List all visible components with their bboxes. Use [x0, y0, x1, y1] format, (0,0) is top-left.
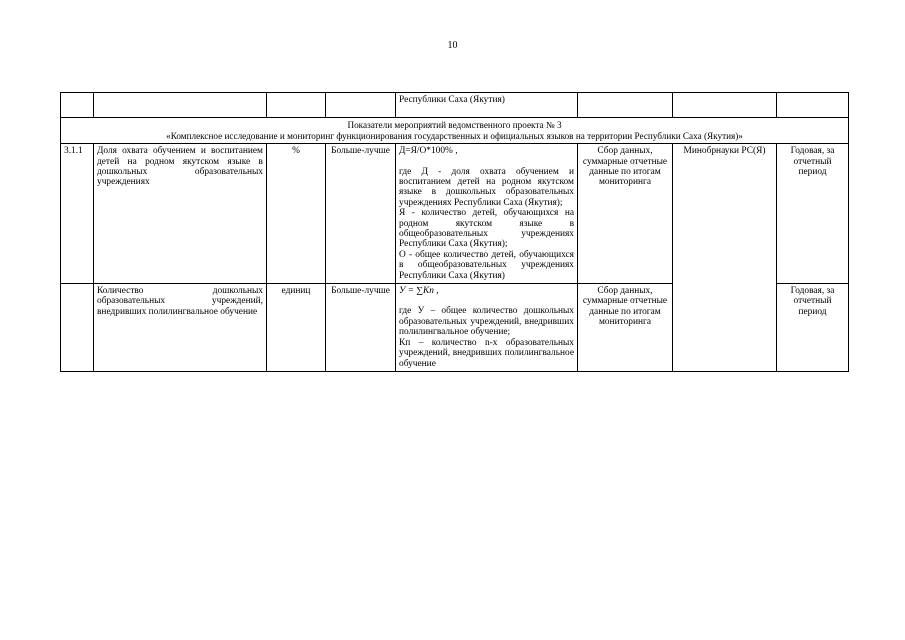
cell-empty	[61, 93, 94, 118]
row-number	[61, 284, 94, 372]
cell-empty	[578, 93, 673, 118]
unit: единиц	[267, 284, 326, 372]
unit: %	[267, 144, 326, 284]
cell-empty	[777, 93, 849, 118]
formula-description: О - общее количество детей, обучающихся в общеобразовательных учреждениях Республики Саха (Якутия)	[399, 249, 574, 281]
indicator-name: Количество дошкольных образовательных учреждений, внедривших полилингвальное обучение	[94, 284, 267, 372]
formula: У = ∑Кп ,	[399, 286, 439, 297]
section-header	[61, 118, 849, 144]
periodicity: Годовая, за отчетный период	[777, 284, 849, 372]
table-continuation-row	[61, 93, 849, 118]
direction: Больше-лучше	[326, 284, 396, 372]
formula-cell	[396, 144, 578, 284]
cell-empty	[673, 93, 777, 118]
section-title: Показатели мероприятий ведомственного проекта № 3	[347, 120, 562, 130]
responsible: Минобрнауки РС(Я)	[673, 144, 777, 284]
indicator-name: Доля охвата обучением и воспитанием детей на родном якутском языке в дошкольных образовательных учреждениях	[94, 144, 267, 284]
indicators-table	[60, 92, 849, 372]
formula-description: где У – общее количество дошкольных образовательных учреждений, внедривших полилингвальное обучение;	[399, 306, 574, 338]
cell-empty	[326, 93, 396, 118]
direction: Больше-лучше	[326, 144, 396, 284]
table-row	[61, 144, 849, 284]
table-row	[61, 284, 849, 372]
data-collection-method: Сбор данных, суммарные отчетные данные по итогам мониторинга	[578, 144, 673, 284]
section-header-row	[61, 118, 849, 144]
formula-description: Кп – количество n-х образовательных учреждений, внедривших полилингвальное обучение	[399, 337, 574, 369]
formula-description: Я - количество детей, обучающихся на родном якутском языке в общеобразовательных учреждениях Республики Саха (Якутия);	[399, 208, 574, 250]
page-number: 10	[447, 40, 458, 51]
formula: Д=Я/О*100% ,	[399, 146, 458, 157]
formula-description: где Д - доля охвата обучением и воспитанием детей на родном якутском языке в дошкольных образовательных учреждениях Республики Саха (Якутия);	[399, 166, 574, 208]
section-subtitle: «Комплексное исследование и мониторинг функционирования государственных и официальных языков на территории Республики Саха (Якутия)»	[166, 130, 743, 141]
responsible	[673, 284, 777, 372]
cell-empty	[94, 93, 267, 118]
data-collection-method: Сбор данных, суммарные отчетные данные по итогам мониторинга	[578, 284, 673, 372]
cell-empty	[267, 93, 326, 118]
formula-cell	[396, 284, 578, 372]
row-number: 3.1.1	[61, 144, 94, 284]
continuation-text: Республики Саха (Якутия)	[396, 93, 578, 118]
periodicity: Годовая, за отчетный период	[777, 144, 849, 284]
